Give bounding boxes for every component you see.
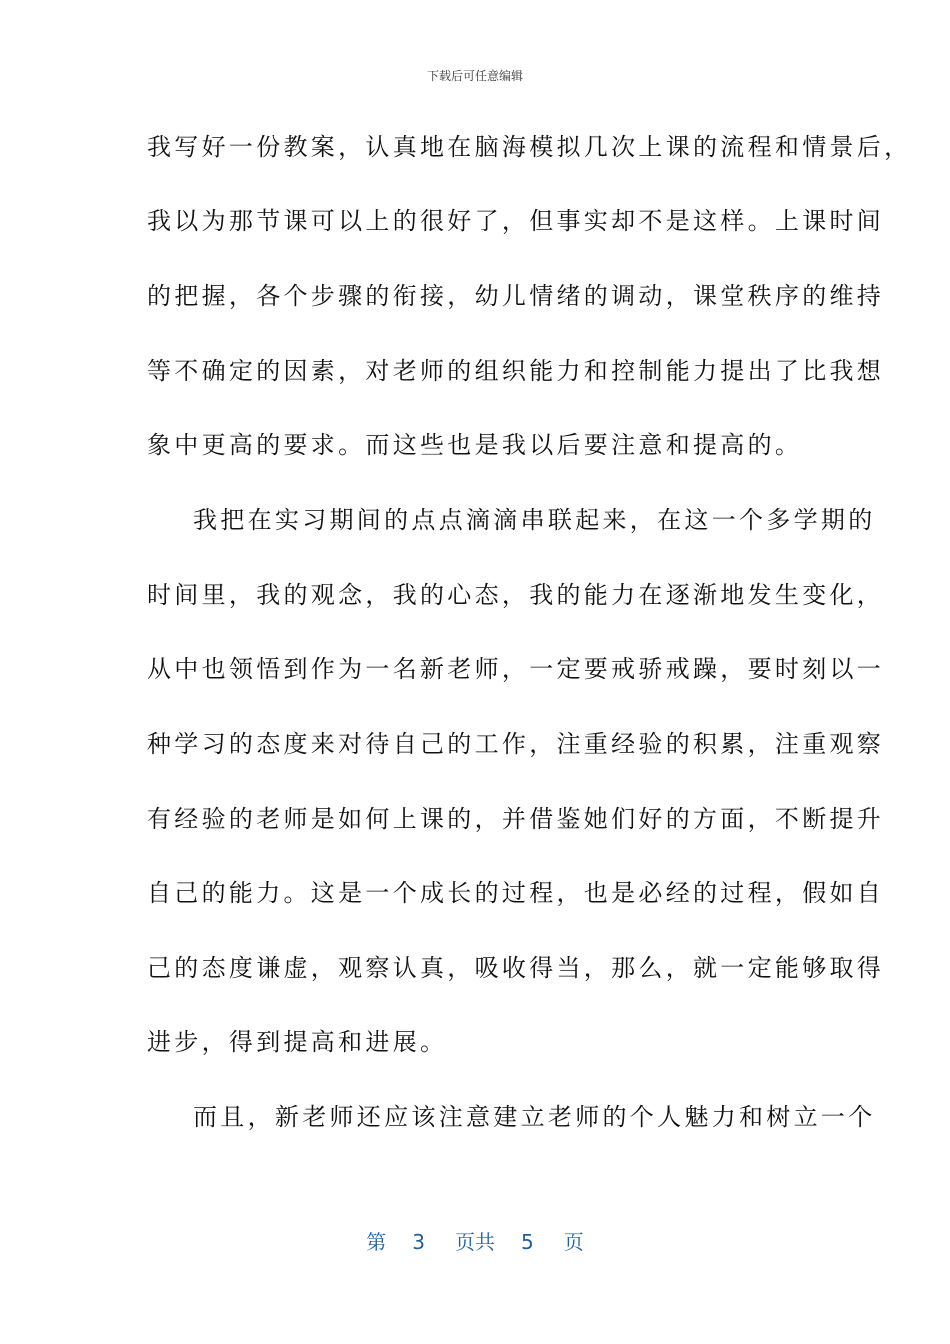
page-word-suffix: 页	[563, 1230, 584, 1254]
text-line: 象中更高的要求。而这些也是我以后要注意和提高的。	[147, 431, 803, 459]
page-word-prefix: 第	[366, 1230, 387, 1254]
text-line: 己的态度谦虚，观察认真，吸收得当，那么，就一定能够取得	[147, 954, 885, 982]
text-line: 有经验的老师是如何上课的，并借鉴她们好的方面，不断提升	[147, 805, 885, 833]
current-page-number: 3	[412, 1230, 425, 1254]
paragraph-first-line: 我把在实习期间的点点滴滴串联起来，在这一个多学期的	[193, 506, 876, 534]
paragraph-first-line: 而且，新老师还应该注意建立老师的个人魅力和树立一个	[193, 1103, 876, 1131]
text-line: 进步，得到提高和进展。	[147, 1028, 448, 1056]
text-line: 从中也领悟到作为一名新老师，一定要戒骄戒躁，要时刻以一	[147, 655, 885, 683]
page-word-mid: 页共	[455, 1230, 495, 1254]
text-line: 等不确定的因素，对老师的组织能力和控制能力提出了比我想	[147, 357, 885, 385]
text-line: 种学习的态度来对待自己的工作，注重经验的积累，注重观察	[147, 730, 885, 758]
text-line: 我写好一份教案，认真地在脑海模拟几次上课的流程和情景后，	[147, 133, 912, 161]
total-pages-number: 5	[521, 1230, 534, 1254]
text-line: 的把握，各个步骤的衔接，幼儿情绪的调动，课堂秩序的维持	[147, 282, 885, 310]
text-line: 我以为那节课可以上的很好了，但事实却不是这样。上课时间	[147, 207, 885, 235]
text-line: 时间里，我的观念，我的心态，我的能力在逐渐地发生变化，	[147, 581, 885, 609]
header-note: 下载后可任意编辑	[426, 69, 523, 83]
page-number-footer	[0, 1226, 950, 1255]
text-line: 自己的能力。这是一个成长的过程，也是必经的过程，假如自	[147, 879, 885, 907]
